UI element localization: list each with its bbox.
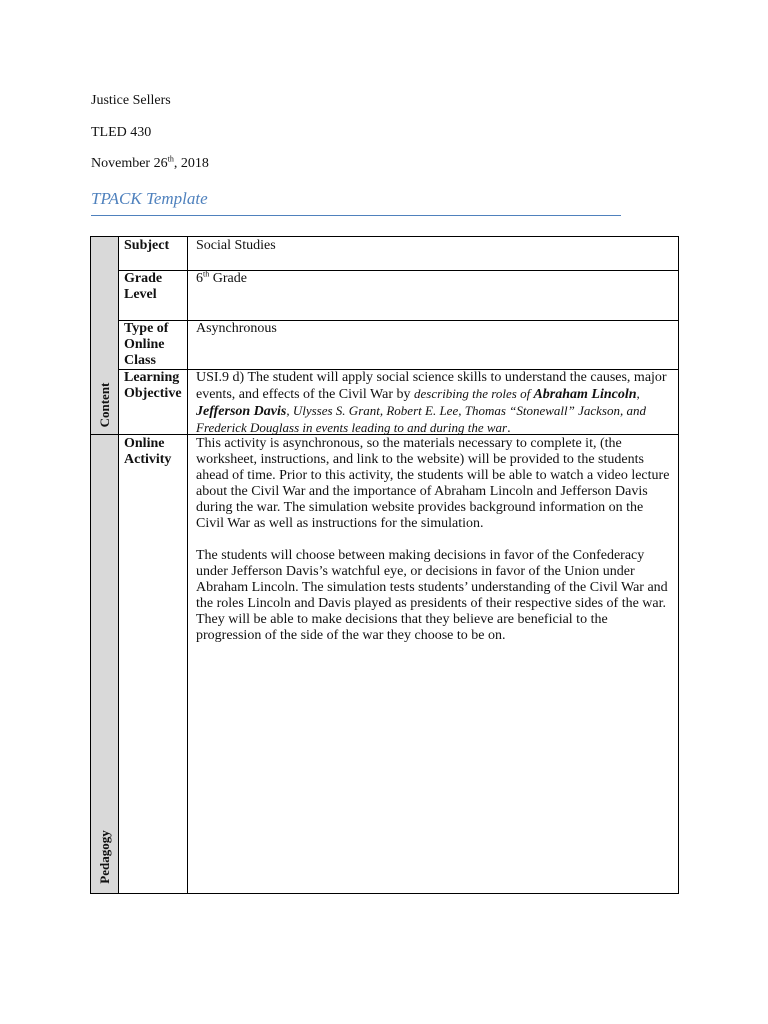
objective-value: USI.9 d) The student will apply social science skills to understand the causes, major events, and effects of the Civil War by describing the roles of Abraham Lincoln, Jefferson Davis, Ulysses S. Grant, Robert E. Lee, Thomas “Stonewall” Jackson, and Frederick Douglass in events leading to and during the war. — [196, 370, 667, 436]
grade-label: Grade Level — [124, 271, 163, 302]
grade-value: 6th Grade — [196, 269, 247, 286]
class-type-value: Asynchronous — [196, 321, 277, 336]
subject-value: Social Studies — [196, 238, 276, 253]
column-divider — [118, 237, 119, 893]
subject-label: Subject — [124, 238, 170, 253]
author-name: Justice Sellers — [91, 93, 171, 108]
activity-label: Online Activity — [124, 436, 172, 467]
objective-label: Learning Objective — [124, 370, 182, 401]
document-title: TPACK Template — [91, 189, 208, 208]
pedagogy-side-band — [91, 435, 118, 893]
title-underline — [91, 215, 621, 216]
content-side-label: Content — [96, 382, 112, 428]
activity-value — [196, 436, 674, 644]
class-type-label: Type of Online Class — [124, 321, 169, 368]
activity-paragraph: The students will choose between making decisions in favor of the Confederacy under Jefferson Davis’s watchful eye, or decisions in favor of the Union under Abraham Lincoln. The simulation tests students’ understanding of the Civil War and the roles Lincoln and Davis played as presidents of their respective sides of the war. They will be able to make decisions that they believe are beneficial to the progression of the side of the war they choose to be on. — [196, 548, 668, 643]
course-code: TLED 430 — [91, 125, 152, 140]
column-divider — [187, 237, 188, 893]
tpack-table — [90, 236, 679, 894]
activity-paragraph: This activity is asynchronous, so the materials necessary to complete it, (the worksheet, instructions, and link to the website) will be provided to the students ahead of time. Prior to this activity, the students will be able to watch a video lecture about the Civil War and the importance of Abraham Lincoln and Jefferson Davis during the war. The simulation website provides background information on the Civil War as well as instructions for the simulation. — [196, 436, 670, 531]
document-date: November 26th, 2018 — [91, 154, 209, 171]
pedagogy-side-label: Pedagogy — [96, 830, 112, 884]
